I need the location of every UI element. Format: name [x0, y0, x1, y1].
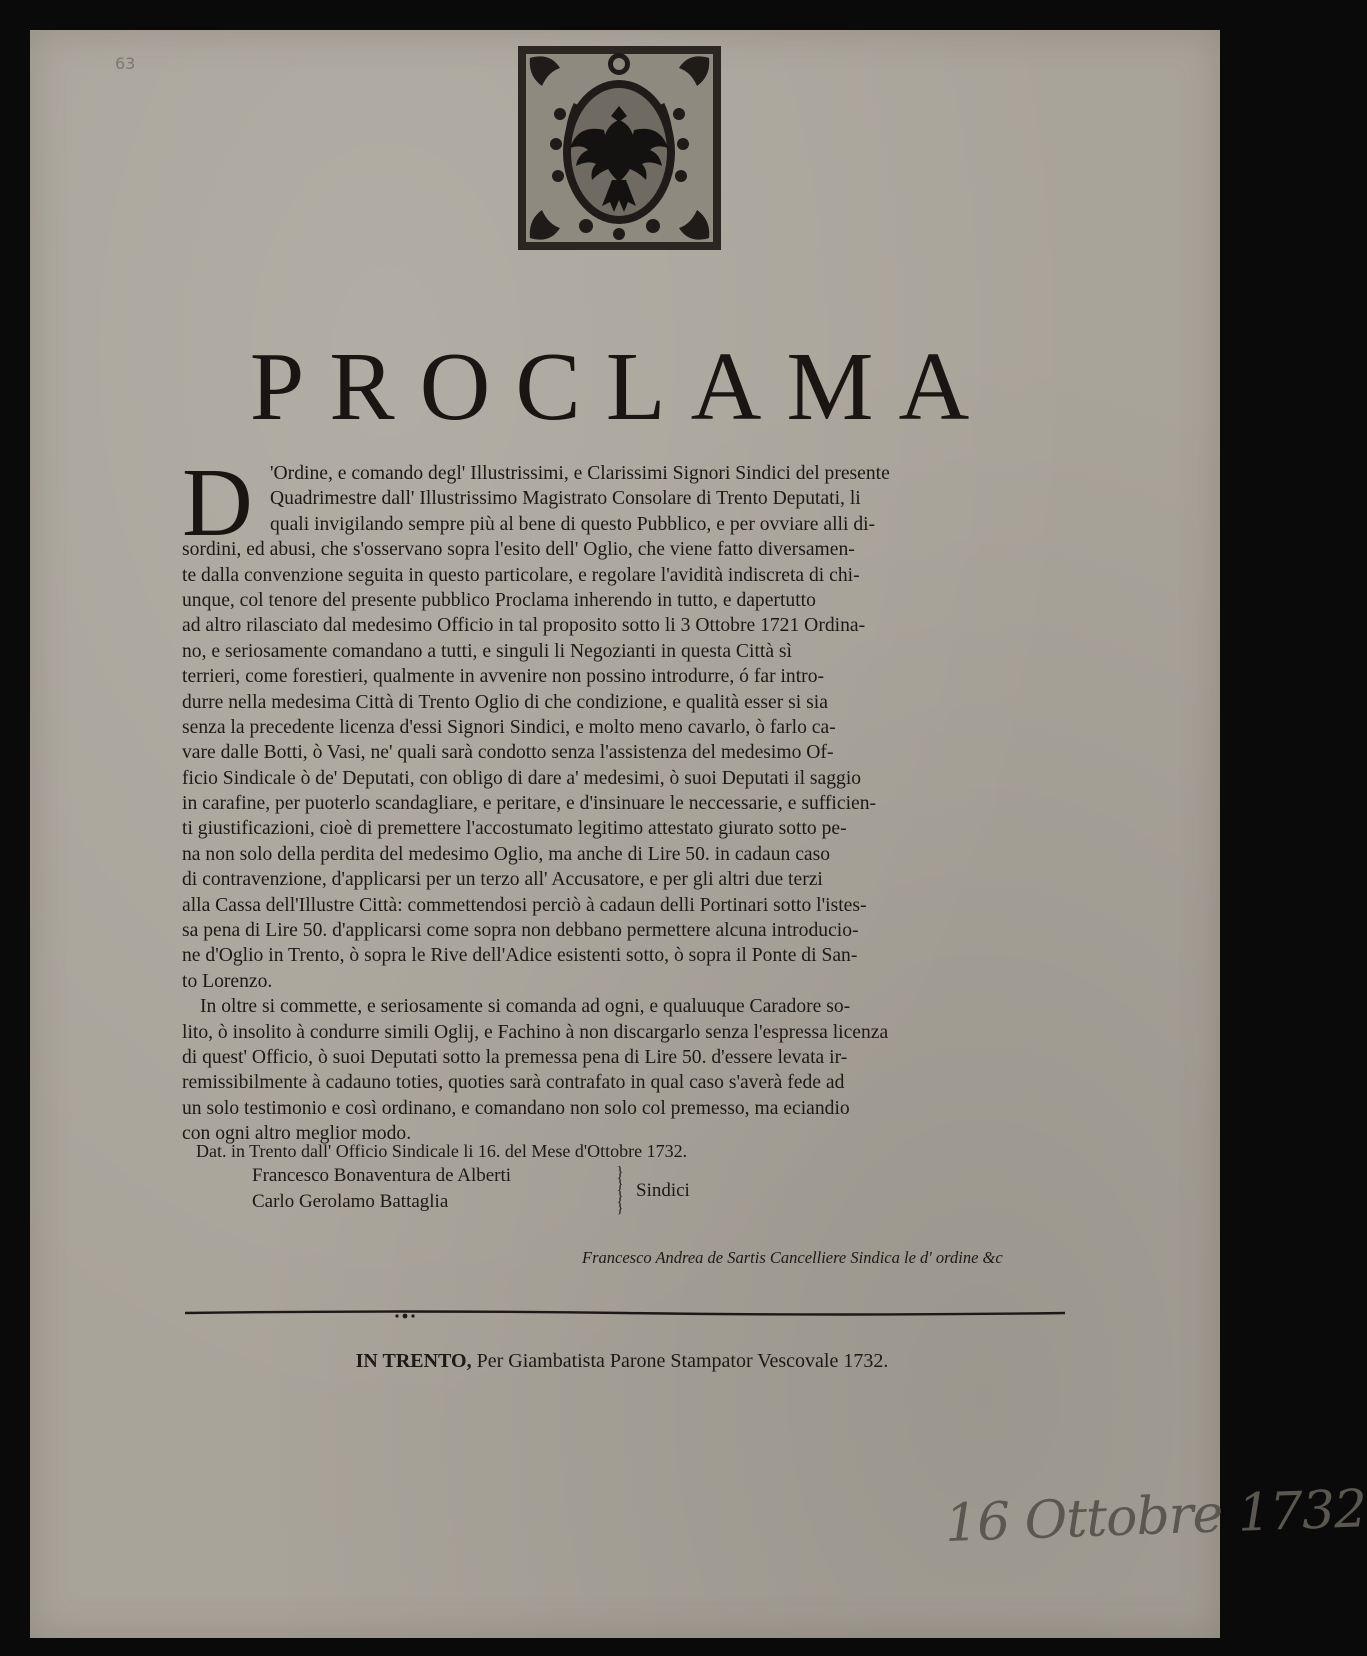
body-line: na non solo della perdita del medesimo Oglio, ma anche di Lire 50. in cadaun caso [182, 843, 831, 865]
eagle-crest-woodcut-icon [516, 44, 723, 252]
body-line: Quadrimestre dall' Illustrissimo Magistrato Consolare di Trento Deputati, li [270, 488, 861, 510]
body-line: unque, col tenore del presente pubblico Proclama inherendo in tutto, e dapertutto [182, 589, 816, 611]
body-line: vare dalle Botti, ò Vasi, ne' quali sarà condotto senza l'assistenza del medesimo Of- [182, 742, 834, 764]
body-line: alla Cassa dell'Illustre Città: commettendosi perciò à cadaun delli Portinari sotto l'istes- [182, 894, 867, 916]
body-line: 'Ordine, e comando degl' Illustrissimi, e Clarissimi Signori Sindici del presente [270, 463, 890, 484]
imprint-printer: Per Giambatista Parone Stampator Vescovale 1732. [471, 1350, 889, 1372]
body-line: In oltre si commette, e seriosamente si comanda ad ogni, e qualuuque Caradore so- [200, 996, 851, 1018]
signer-name: Carlo Gerolamo Battaglia [252, 1191, 449, 1212]
ornamental-rule [185, 1305, 1065, 1315]
signer-name: Francesco Bonaventura de Alberti [252, 1165, 512, 1186]
chancellor-signature: Francesco Andrea de Sartis Cancelliere Sindica le d' ordine &c [582, 1248, 1003, 1267]
body-line: ad altro rilasciato dal medesimo Officio in tal proposito sotto li 3 Ottobre 1721 Ordina- [182, 615, 866, 637]
proclamation-title: PROCLAMA [249, 333, 995, 441]
pencil-page-number: 63 [115, 54, 136, 73]
body-line: un solo testimonio e così ordinano, e comandano non solo col premesso, ma eciandio [182, 1097, 850, 1119]
body-line: to Lorenzo. [182, 970, 273, 992]
body-line: sa pena di Lire 50. d'applicarsi come sopra non debbano permettere alcuna introducio- [182, 920, 859, 942]
body-line: con ogni altro meglior modo. [182, 1123, 412, 1145]
handwritten-date-note: 16 Ottobre 1732 [944, 1479, 1367, 1554]
dated-line: Dat. in Trento dall' Officio Sindicale li 16. del Mese d'Ottobre 1732. [196, 1141, 688, 1161]
body-line: quali invigilando sempre più al bene di questo Pubblico, e per ovviare alli di- [270, 513, 876, 535]
body-line: sordini, ed abusi, che s'osservano sopra l'esito dell' Oglio, che viene fatto diversamen- [182, 539, 855, 561]
body-line: in carafine, per puoterlo scandagliare, e peritare, e d'insinuare le neccessarie, e sufficien- [182, 793, 877, 815]
imprint-city: IN TRENTO, [355, 1350, 472, 1372]
body-line: durre nella medesima Città di Trento Oglio di che condizione, e qualità esser si sia [182, 691, 828, 713]
body-line: terrieri, come forestieri, qualmente in avvenire non possino introdurre, ó far intro- [182, 666, 825, 688]
body-line: lito, ò insolito à condurre simili Oglij, e Fachino à non discargarlo senza l'espressa licenza [182, 1021, 889, 1043]
body-line: di quest' Officio, ò suoi Deputati sotto la premessa pena di Lire 50. d'essere levata ir- [182, 1046, 848, 1068]
body-line: ne d'Oglio in Trento, ò sopra le Rive dell'Adice esistenti sotto, ò sopra il Ponte di San- [182, 945, 858, 967]
body-line: remissibilmente à cadauno toties, quoties sarà contrafato in qual caso s'averà fede ad [182, 1072, 845, 1094]
proclamation-body [182, 461, 1082, 1147]
printer-imprint [0, 1350, 1244, 1373]
brace-icon: } } } } [616, 1164, 624, 1216]
body-line: senza la precedente licenza d'essi Signori Sindici, e molto meno cavarlo, ò farlo ca- [182, 716, 836, 738]
office-title: Sindici [636, 1180, 690, 1201]
body-line: no, e seriosamente comandano a tutti, e singuli li Negozianti in questa Città sì [182, 640, 792, 662]
body-line: te dalla convenzione seguita in questo particolare, e regolare l'avidità indiscreta di chi- [182, 564, 860, 586]
body-line: di contravenzione, d'applicarsi per un terzo all' Accusatore, e per gli altri due terzi [182, 869, 823, 891]
body-line: ti giustificazioni, cioè di premettere l'accostumato legitimo attestato giurato sotto pe- [182, 818, 847, 840]
drop-cap-letter: D [182, 449, 253, 557]
body-line: ficio Sindicale ò de' Deputati, con obligo di dare a' medesimi, ò suoi Deputati il saggio [182, 767, 862, 789]
